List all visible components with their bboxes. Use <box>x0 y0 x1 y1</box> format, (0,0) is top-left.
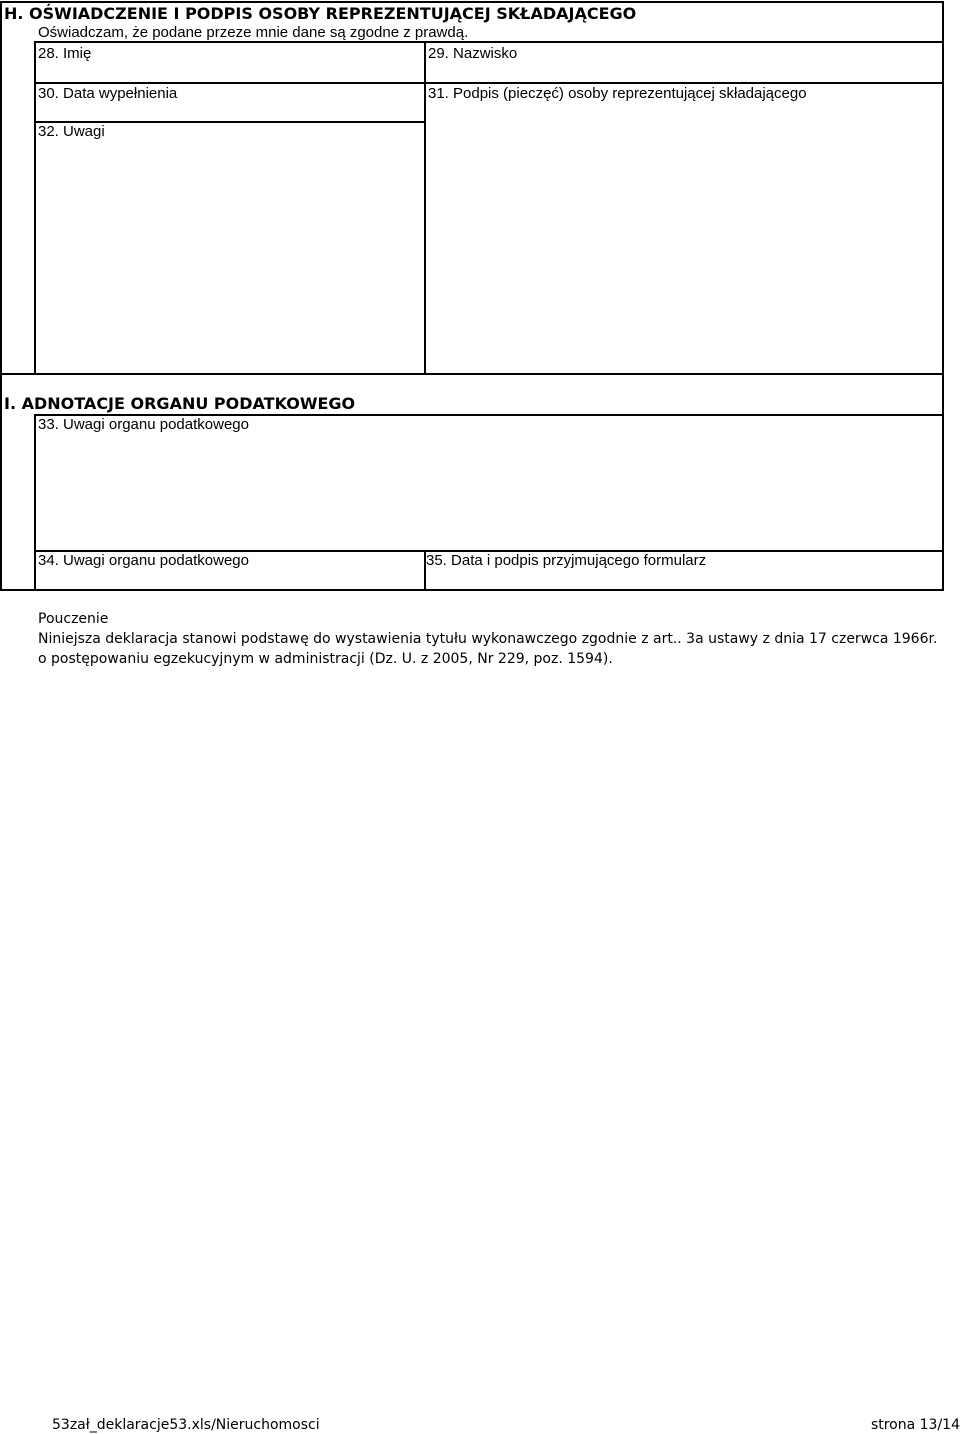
instruction-line-2: o postępowaniu egzekucyjnym w administracji (Dz. U. z 2005, Nr 229, poz. 1594). <box>38 651 613 667</box>
footer-source: 53zał_deklaracje53.xls/Nieruchomosci <box>52 1417 320 1433</box>
field-28-imie[interactable] <box>36 43 424 82</box>
instruction-line-1: Niniejsza deklaracja stanowi podstawę do wystawienia tytułu wykonawczego zgodnie z art.. 3a ustawy z dnia 17 czerwca 1966r. <box>38 631 938 647</box>
instruction-heading: Pouczenie <box>38 611 109 627</box>
border-right <box>942 1 944 591</box>
border-top <box>0 1 944 3</box>
field-32-uwagi[interactable] <box>36 123 424 373</box>
field-28-label: 28. Imię <box>38 45 92 62</box>
field-29-nazwisko[interactable] <box>426 43 942 82</box>
field-31-label: 31. Podpis (pieczęć) osoby reprezentującej składającego <box>428 85 807 102</box>
section-h-title: H. OŚWIADCZENIE I PODPIS OSOBY REPREZENTUJĄCEJ SKŁADAJĄCEGO <box>4 4 637 23</box>
field-29-label: 29. Nazwisko <box>428 45 518 62</box>
border-left-outer <box>0 1 2 591</box>
field-35-data-podpis[interactable] <box>426 552 942 589</box>
field-32-label: 32. Uwagi <box>38 123 105 140</box>
section-i-title: I. ADNOTACJE ORGANU PODATKOWEGO <box>4 394 356 413</box>
statement-text: Oświadczam, że podane przeze mnie dane są zgodne z prawdą. <box>38 24 469 41</box>
field-33-label: 33. Uwagi organu podatkowego <box>38 416 249 433</box>
field-30-data-wypelnienia[interactable] <box>36 84 424 121</box>
field-35-label: 35. Data i podpis przyjmującego formularz <box>426 552 707 569</box>
field-34-label: 34. Uwagi organu podatkowego <box>38 552 249 569</box>
field-30-label: 30. Data wypełnienia <box>38 85 178 102</box>
field-34-uwagi-organu[interactable] <box>36 552 424 589</box>
border-bottom <box>0 589 944 591</box>
row-line-section-i <box>0 373 944 375</box>
field-33-uwagi-organu[interactable] <box>36 416 942 550</box>
field-31-podpis[interactable] <box>426 84 942 373</box>
footer-page: strona 13/14 <box>870 1417 960 1433</box>
